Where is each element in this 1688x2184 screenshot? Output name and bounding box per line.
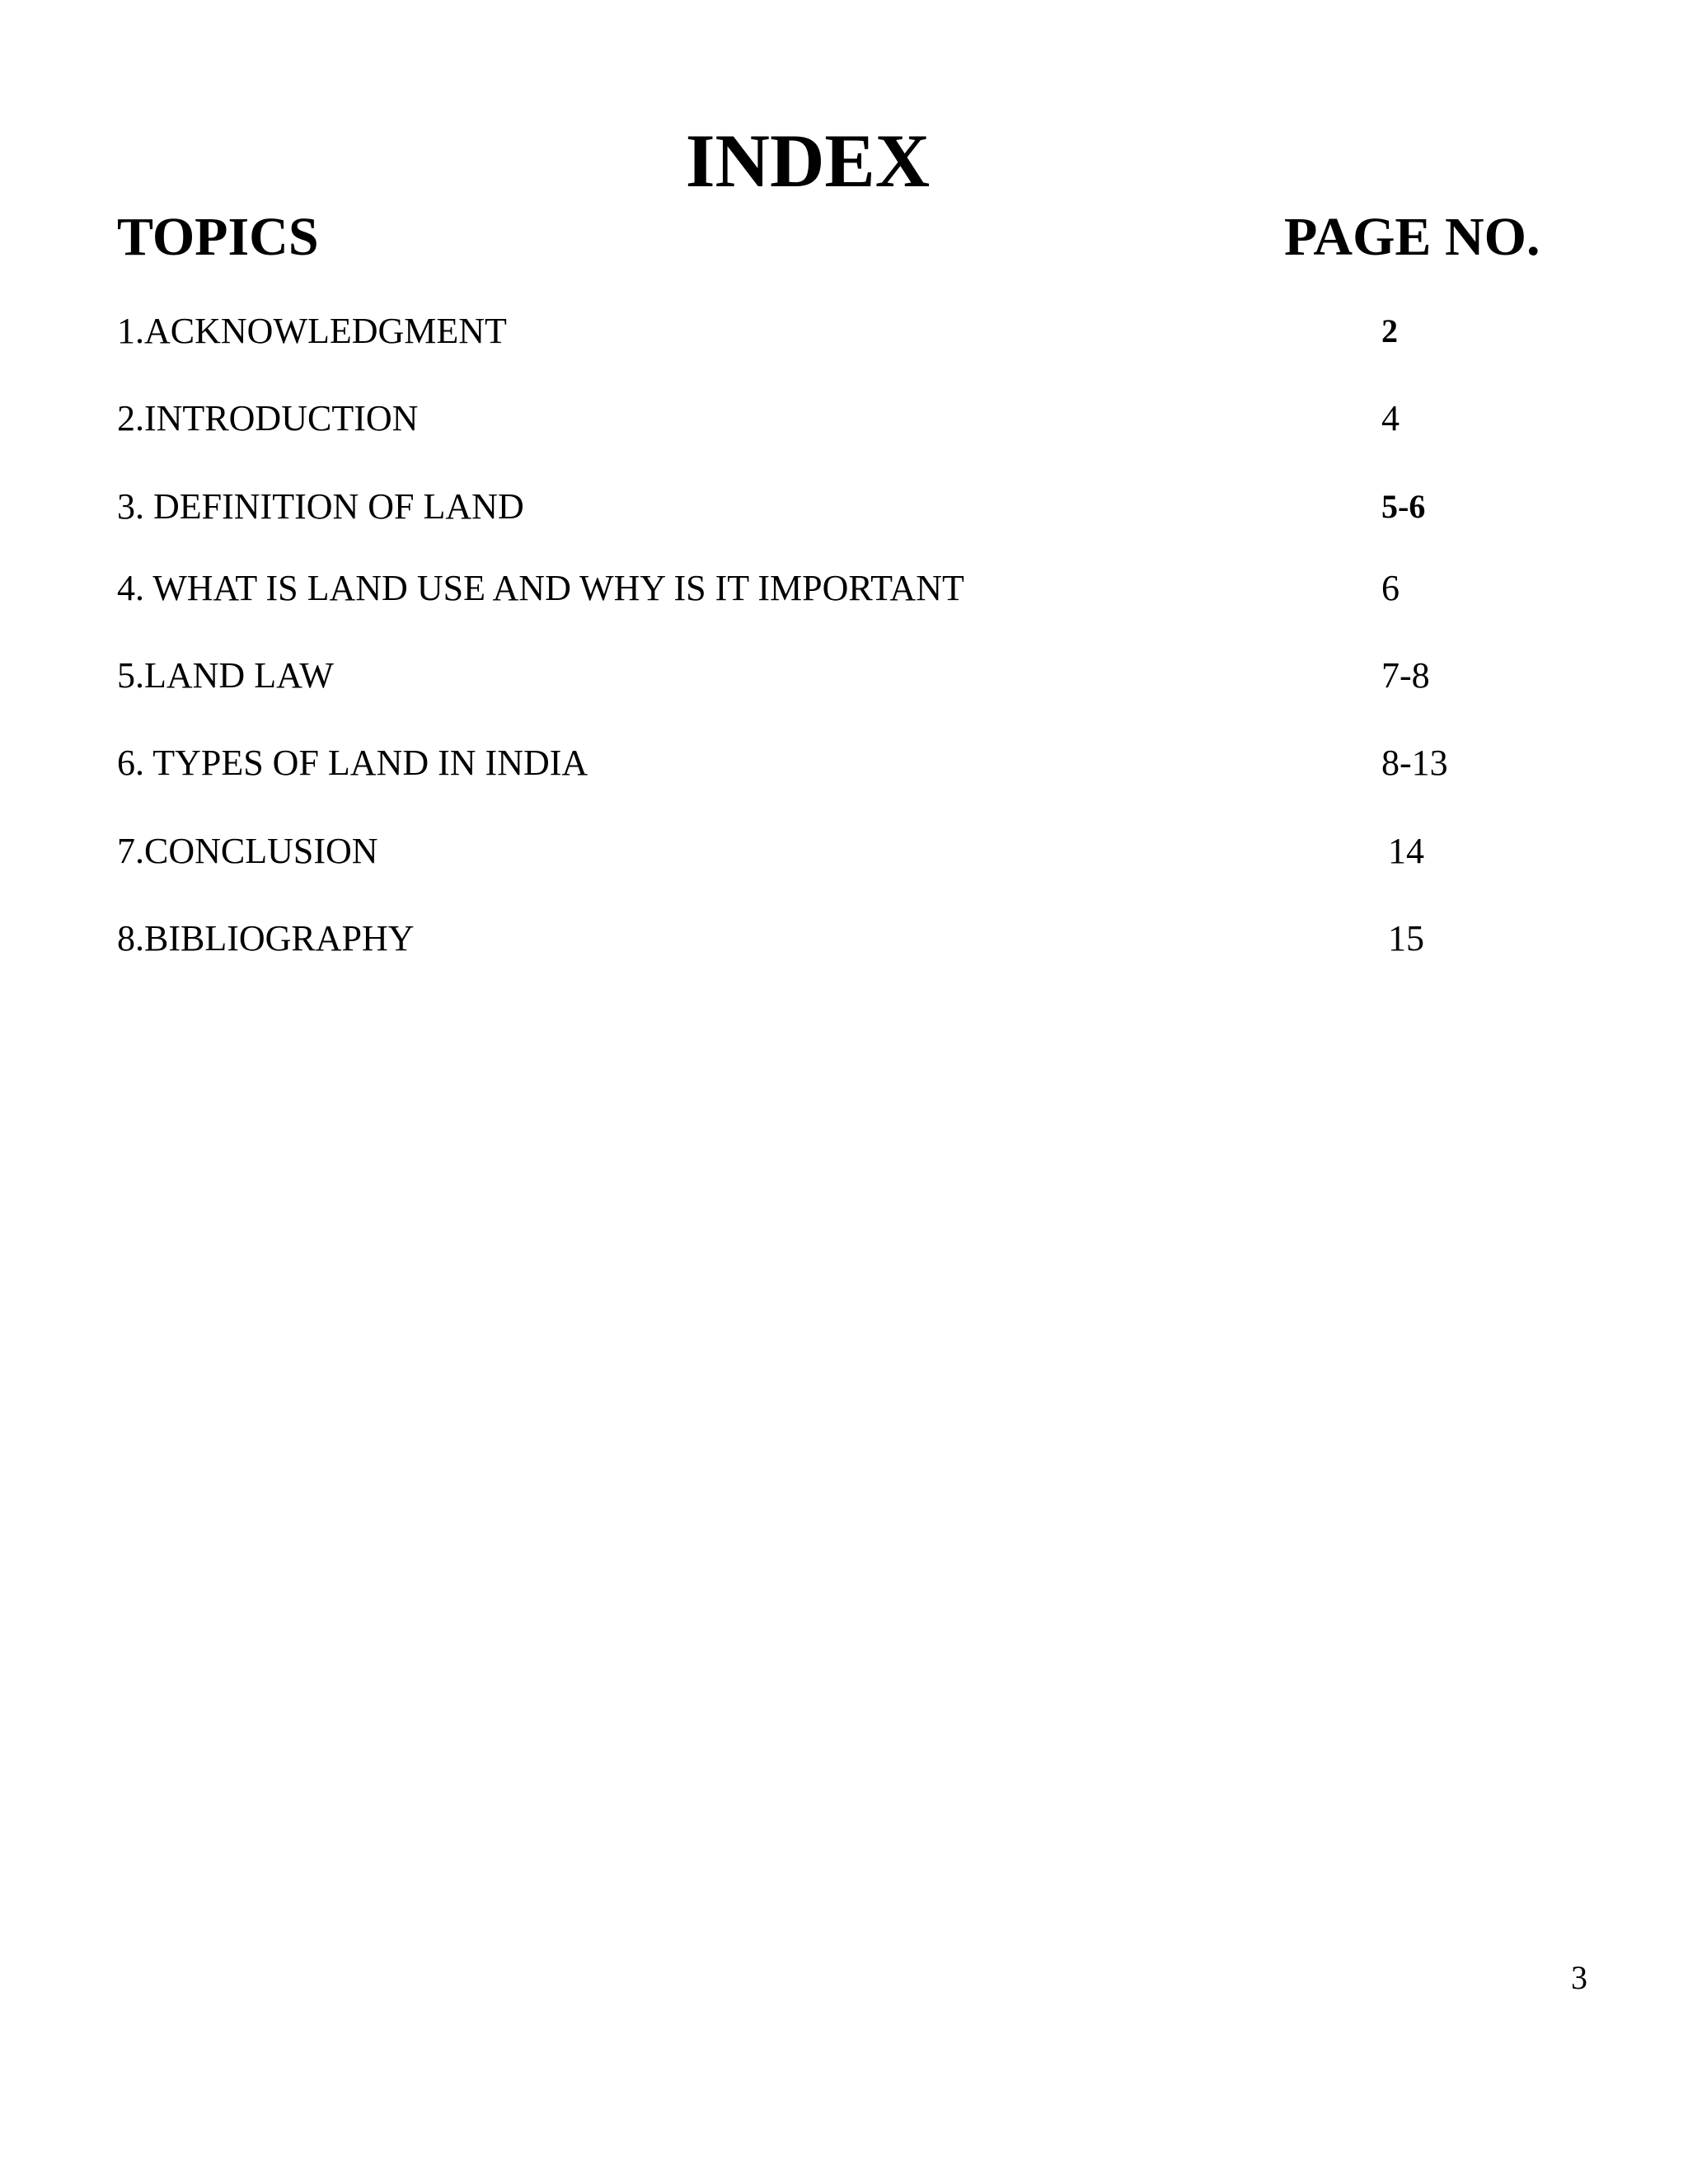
toc-entry-page: 6 [1381, 568, 1400, 608]
toc-entry [0, 914, 1688, 963]
toc-entry-page: 5-6 [1381, 488, 1426, 525]
page-number: 3 [1571, 1959, 1587, 1996]
topics-column-heading: TOPICS [117, 207, 319, 267]
toc-entry-page: 8-13 [1381, 743, 1448, 783]
toc-entry-page: 15 [1388, 918, 1424, 958]
toc-entry [0, 482, 1688, 532]
toc-entry [0, 827, 1688, 876]
toc-entry-topic: 2.INTRODUCTION [117, 398, 419, 438]
toc-entry-page: 2 [1381, 312, 1398, 349]
toc-entry [0, 394, 1688, 443]
page-no-column-heading: PAGE NO. [1284, 207, 1540, 267]
toc-entry-topic: 8.BIBLIOGRAPHY [117, 918, 415, 958]
toc-entry-topic: 7.CONCLUSION [117, 831, 378, 871]
toc-entry-page: 7-8 [1381, 655, 1430, 696]
toc-entry [0, 564, 1688, 613]
toc-entry [0, 307, 1688, 356]
toc-entry-page: 4 [1381, 398, 1400, 438]
toc-entry-topic: 3. DEFINITION OF LAND [117, 486, 524, 527]
toc-entry [0, 651, 1688, 701]
toc-entry-page: 14 [1388, 831, 1424, 871]
toc-entry-topic: 1.ACKNOWLEDGMENT [117, 311, 507, 351]
toc-entry-topic: 6. TYPES OF LAND IN INDIA [117, 743, 588, 783]
toc-entry-topic: 5.LAND LAW [117, 655, 334, 696]
toc-entry-topic: 4. WHAT IS LAND USE AND WHY IS IT IMPORTANT [117, 568, 964, 608]
page-title: INDEX [685, 119, 931, 203]
toc-entry [0, 738, 1688, 788]
